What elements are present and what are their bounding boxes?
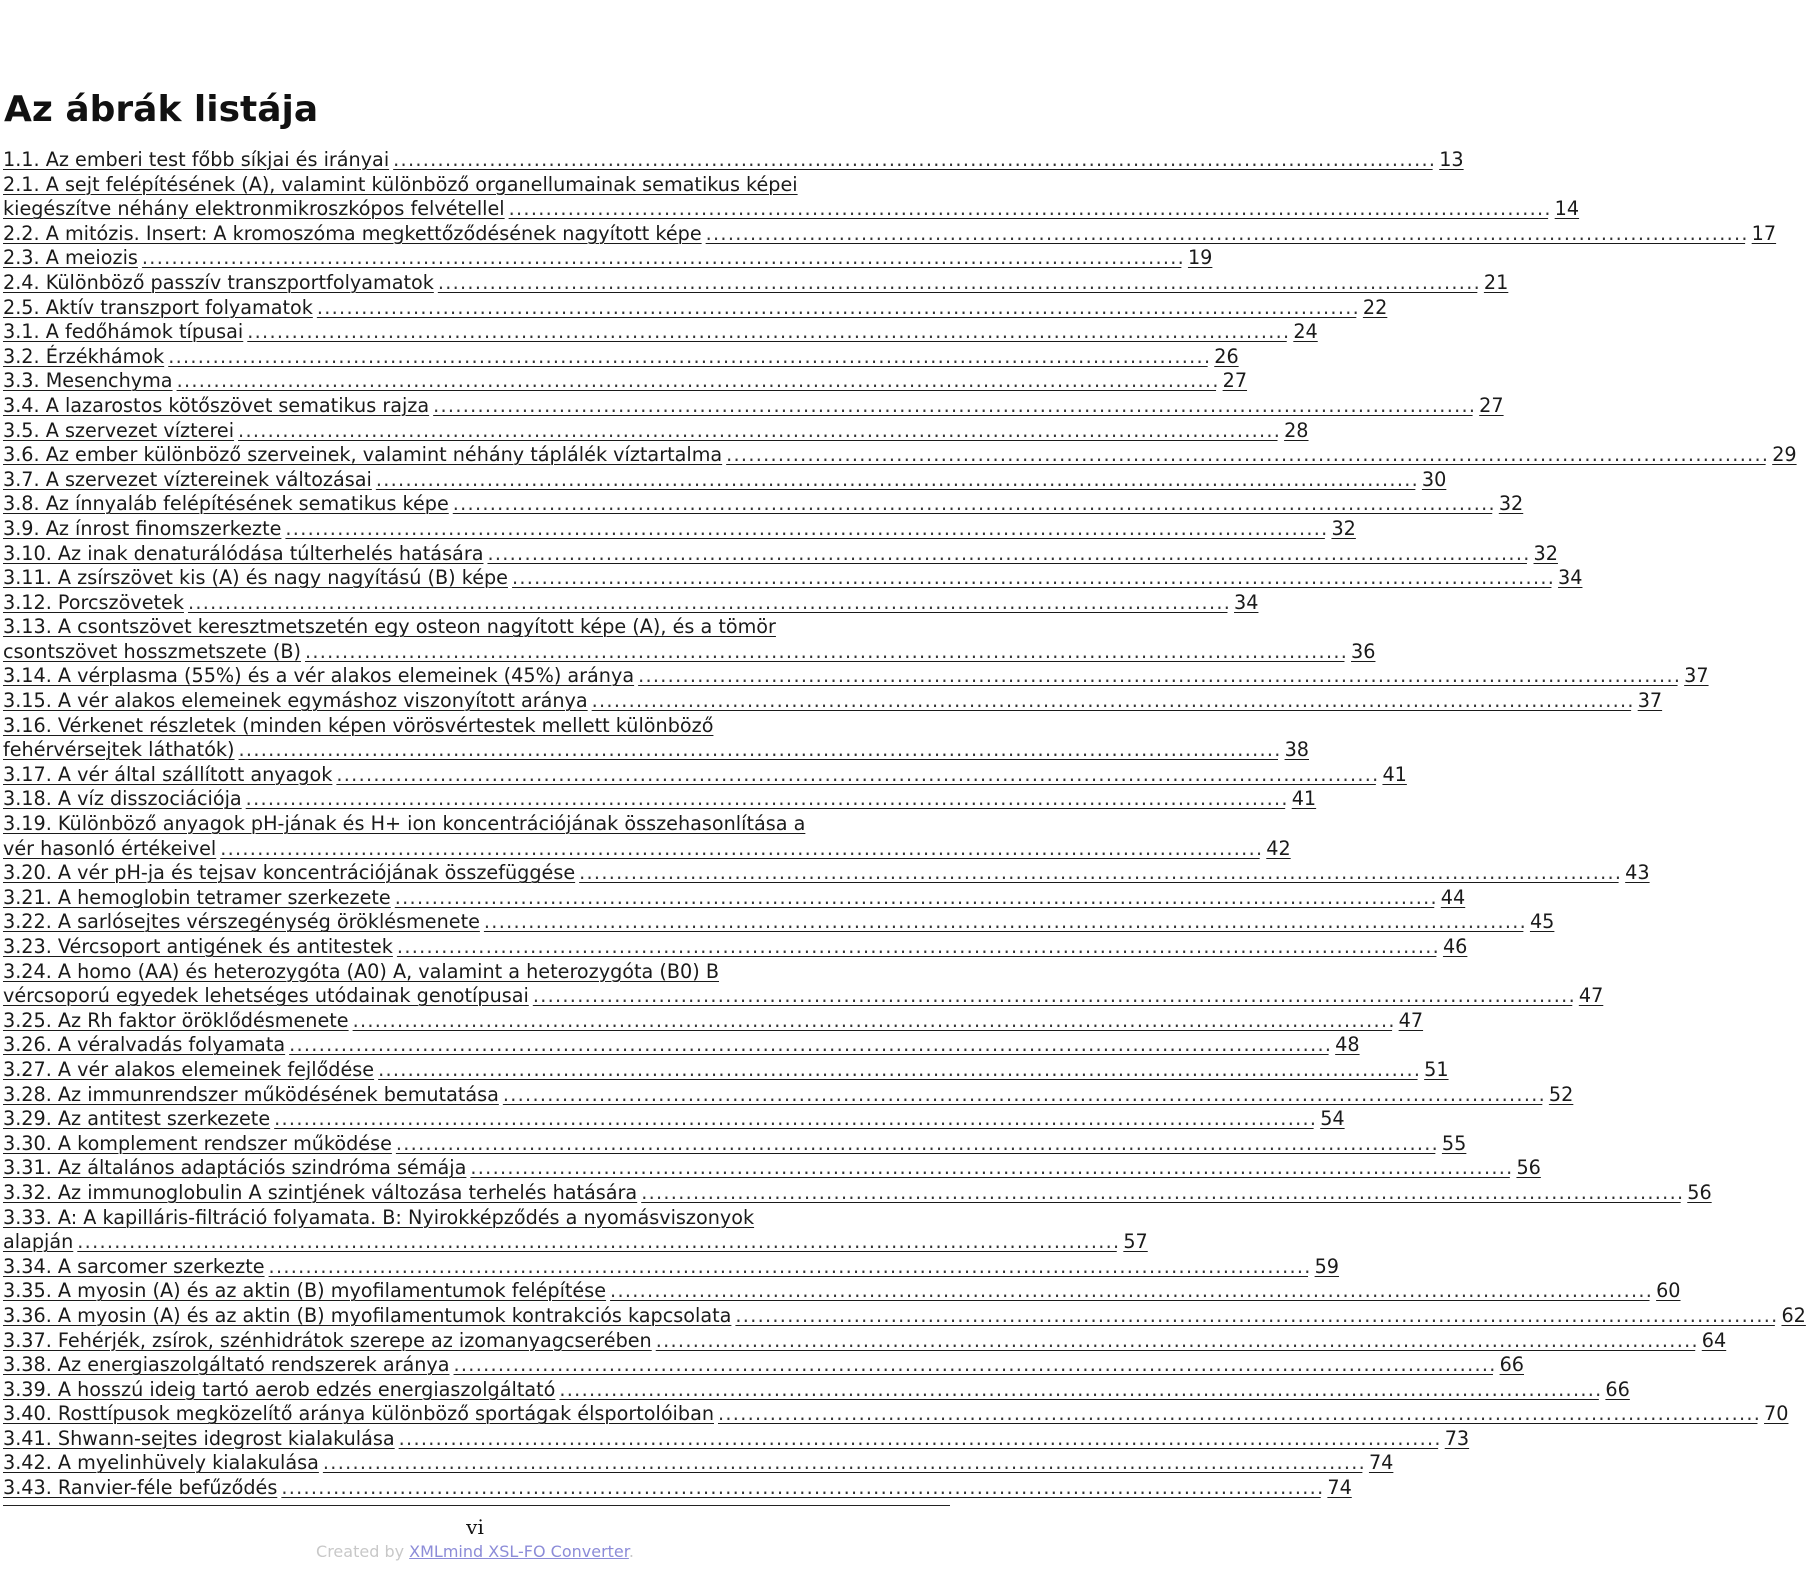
page-title: Az ábrák listája (4, 89, 319, 130)
figure-title: 3.35. A myosin (A) és az aktin (B) myofilamentumok felépítése (3, 1279, 607, 1303)
figure-page-number: 34 (1234, 590, 1259, 614)
figure-page-number: 73 (1444, 1426, 1470, 1450)
figure-entry-row (3, 1254, 1340, 1280)
dot-leader (453, 492, 1492, 517)
figure-entry-row (3, 861, 1650, 886)
dot-leader (735, 1304, 1774, 1329)
footer-rule (3, 1505, 950, 1506)
dot-leader (188, 591, 1227, 616)
dot-leader (397, 935, 1436, 960)
figure-entry-row (3, 320, 1318, 345)
figure-entry-row (3, 1426, 1470, 1452)
figure-entry-row (3, 344, 1239, 370)
figure-title: 3.26. A véralvadás folyamata (3, 1033, 286, 1057)
figure-title: 3.14. A vérplasma (55%) és a vér alakos elemeinek (45%) aránya (3, 664, 635, 688)
dot-leader (610, 1279, 1649, 1304)
figure-entry-row (3, 1230, 1148, 1255)
figure-title: 3.10. Az inak denaturálódása túlterhelés hatására (3, 541, 484, 565)
figure-page-number: 36 (1351, 639, 1376, 663)
figure-title: 3.34. A sarcomer szerkezte (3, 1254, 265, 1278)
figure-title: 2.2. A mitózis. Insert: A kromoszóma megkettőződésének nagyított képe (3, 221, 702, 245)
figure-entry[interactable] (3, 861, 1650, 886)
figure-entry-row (3, 910, 1555, 935)
figure-title: 3.11. A zsírszövet kis (A) és nagy nagyítású (B) képe (3, 566, 508, 590)
dot-leader (220, 837, 1259, 862)
figure-entry[interactable] (3, 1156, 1541, 1181)
figure-title: 3.29. Az antitest szerkezete (3, 1107, 271, 1131)
figure-entry-row (3, 443, 1797, 468)
figure-entry[interactable] (3, 935, 1468, 960)
figure-title-line: 3.13. A csontszövet keresztmetszetén egy osteon nagyított képe (A), és a tömör (3, 615, 776, 639)
figure-page-number: 42 (1266, 836, 1291, 860)
figure-entry-row (3, 270, 1509, 296)
figure-title: kiegészítve néhány elektronmikroszkópos felvétellel (3, 197, 505, 221)
figure-entry-row (3, 1131, 1467, 1157)
dot-leader (274, 1107, 1313, 1132)
figure-entry-row (3, 369, 1248, 394)
figure-page-number: 37 (1684, 664, 1709, 688)
figure-page-number: 66 (1605, 1377, 1630, 1401)
figure-entry-row (3, 1008, 1424, 1034)
figure-entry-row (3, 738, 1309, 763)
figure-entry[interactable] (3, 1254, 1340, 1280)
figure-title-line: 3.16. Vérkenet részletek (minden képen vörösvértestek mellett különböző (3, 713, 714, 737)
dot-leader (396, 1132, 1435, 1157)
figure-title: 3.25. Az Rh faktor öröklődésmenete (3, 1008, 349, 1032)
figure-title: 3.22. A sarlósejtes vérszegénység öröklésmenete (3, 910, 480, 934)
figure-title: 3.27. A vér alakos elemeinek fejlődése (3, 1057, 375, 1081)
figure-title: 3.32. Az immunoglobulin A szintjének változása terhelés hatására (3, 1180, 638, 1204)
figure-page-number: 27 (1222, 369, 1248, 393)
figure-page-number: 43 (1625, 861, 1650, 885)
figure-page-number: 22 (1362, 295, 1388, 319)
figure-page-number: 52 (1548, 1082, 1574, 1106)
figure-page-number: 57 (1123, 1230, 1148, 1254)
dot-leader (77, 1230, 1116, 1255)
figure-entry[interactable] (3, 1402, 1789, 1427)
figure-entry[interactable] (3, 1180, 1712, 1206)
figure-page-number: 74 (1327, 1476, 1352, 1500)
figure-page-number: 38 (1284, 738, 1309, 762)
figure-page-number: 60 (1656, 1279, 1681, 1303)
figure-title: 3.17. A vér által szállított anyagok (3, 762, 333, 786)
dot-leader (142, 246, 1181, 271)
figure-entry[interactable] (3, 566, 1583, 591)
dot-leader (399, 1427, 1438, 1452)
figure-entry-row (3, 467, 1447, 493)
figure-page-number: 51 (1424, 1057, 1449, 1081)
figure-entry[interactable] (3, 1205, 1148, 1255)
figure-title: 2.4. Különböző passzív transzportfolyamatok (3, 270, 434, 294)
dot-leader (512, 566, 1551, 591)
generator-footer (0, 1541, 950, 1563)
figure-entry-row (3, 639, 1376, 665)
figure-entry-row (3, 590, 1259, 616)
dot-leader (579, 861, 1618, 886)
figure-page-number: 47 (1578, 984, 1604, 1008)
figure-page-number: 29 (1772, 443, 1797, 467)
figure-title: csontszövet hosszmetszete (B) (3, 639, 301, 663)
dot-leader (353, 1009, 1392, 1034)
figure-title: 2.3. A meiozis (3, 246, 138, 270)
dot-leader (438, 271, 1477, 296)
figure-page-number: 13 (1439, 148, 1464, 171)
figure-entry-row (3, 984, 1604, 1009)
figure-entry[interactable] (3, 393, 1504, 419)
figure-page-number: 32 (1533, 541, 1558, 565)
figure-entry-row (3, 1476, 1352, 1501)
figure-page-number: 56 (1687, 1180, 1712, 1204)
figure-entry-row (3, 197, 1580, 222)
figure-title: vércsoporú egyedek lehetséges utódainak genotípusai (3, 984, 529, 1008)
figure-entry-row (3, 418, 1309, 444)
figure-page-number: 70 (1764, 1402, 1789, 1426)
figure-entry[interactable] (3, 1353, 1524, 1378)
figure-entry[interactable] (3, 516, 1356, 542)
figure-title: 3.21. A hemoglobin tetramer szerkezete (3, 885, 391, 909)
figure-entry[interactable] (3, 787, 1317, 812)
figure-entry[interactable] (3, 1107, 1345, 1132)
figure-page-number: 21 (1483, 270, 1509, 294)
dot-leader (656, 1329, 1695, 1354)
figure-title: 3.28. Az immunrendszer működésének bemutatása (3, 1082, 499, 1106)
figure-title: 3.23. Vércsoport antigének és antitestek (3, 935, 393, 958)
figure-entry[interactable] (3, 443, 1797, 468)
figure-title: 3.37. Fehérjék, zsírok, szénhidrátok szerepe az izomanyagcserében (3, 1328, 652, 1352)
figure-entry-row (3, 836, 1291, 862)
dot-leader (454, 1353, 1493, 1378)
figure-title: 3.36. A myosin (A) és az aktin (B) myofilamentumok kontrakciós kapcsolata (3, 1303, 732, 1327)
figure-entry-row (3, 689, 1663, 714)
footer-suffix: . (628, 1542, 634, 1561)
figure-entry-row (3, 566, 1583, 591)
figure-page-number: 34 (1558, 566, 1583, 590)
figure-page-number: 55 (1441, 1131, 1467, 1155)
figure-entry-row (3, 516, 1356, 542)
figure-entry[interactable] (3, 762, 1407, 788)
figure-entry[interactable] (3, 1451, 1394, 1476)
dot-leader (641, 1181, 1680, 1206)
figure-title: 3.20. A vér pH-ja és tejsav koncentrációjának összefüggése (3, 861, 576, 885)
figure-title: vér hasonló értékeivel (3, 836, 217, 860)
figure-title: alapján (3, 1230, 74, 1254)
figure-entry[interactable] (3, 885, 1466, 911)
dot-leader (393, 148, 1432, 173)
figure-title: 3.18. A víz disszociációja (3, 787, 242, 811)
figure-title: 3.31. Az általános adaptációs szindróma sémája (3, 1156, 467, 1180)
figure-page-number: 45 (1529, 910, 1555, 934)
figure-title: 3.41. Shwann-sejtes idegrost kialakulása (3, 1426, 395, 1450)
dot-leader (281, 1476, 1320, 1501)
figure-entry-row (3, 295, 1388, 321)
figure-page-number: 19 (1187, 246, 1213, 270)
figure-page-number: 14 (1554, 197, 1580, 221)
figure-entry-row (3, 1156, 1541, 1181)
figure-entry[interactable] (3, 1131, 1467, 1157)
figure-entry-row (3, 1107, 1345, 1132)
dot-leader (269, 1255, 1308, 1280)
figure-page-number: 54 (1320, 1107, 1345, 1131)
figure-title-line: 2.1. A sejt felépítésének (A), valamint különböző organellumainak sematikus képei (3, 172, 798, 196)
dot-leader (323, 1451, 1362, 1476)
figure-entry[interactable] (3, 713, 1309, 763)
figure-page-number: 32 (1331, 516, 1356, 540)
dot-leader (706, 222, 1745, 247)
figure-entry[interactable] (3, 270, 1509, 296)
figure-entry-row (3, 1451, 1394, 1476)
figure-title-line: 3.33. A: A kapilláris-filtráció folyamata. B: Nyirokképződés a nyomásviszonyok (3, 1205, 755, 1229)
figure-entry[interactable] (3, 492, 1524, 517)
converter-link[interactable]: XMLmind XSL-FO Converter (409, 1542, 629, 1561)
figure-entry[interactable] (3, 1303, 1806, 1329)
figure-entry-row (3, 1279, 1681, 1304)
figure-entry[interactable] (3, 1426, 1470, 1452)
figure-entry[interactable] (3, 541, 1558, 567)
figure-title: 3.38. Az energiaszolgáltató rendszerek aránya (3, 1353, 450, 1377)
dot-leader (285, 517, 1324, 542)
dot-leader (247, 320, 1286, 345)
figure-entry[interactable] (3, 959, 1604, 1009)
figure-page-number: 62 (1781, 1303, 1806, 1327)
figure-entry[interactable] (3, 246, 1213, 271)
figure-title: 3.1. A fedőhámok típusai (3, 320, 244, 344)
dot-leader (317, 296, 1356, 321)
figure-title: 3.4. A lazarostos kötőszövet sematikus rajza (3, 393, 430, 417)
figure-page-number: 41 (1291, 787, 1317, 811)
dot-leader (718, 1402, 1757, 1427)
figure-title: 3.40. Rosttípusok megközelítő aránya különböző sportágak élsportolóiban (3, 1402, 714, 1426)
figure-entry[interactable] (3, 1377, 1630, 1403)
figure-title: 3.30. A komplement rendszer működése (3, 1131, 392, 1155)
figure-title: 3.12. Porcszövetek (3, 590, 184, 614)
figure-entry[interactable] (3, 1328, 1727, 1354)
figure-entry[interactable] (3, 1476, 1352, 1501)
figure-page-number: 30 (1421, 467, 1447, 491)
figure-entry[interactable] (3, 221, 1777, 247)
page-folio: vi (466, 1515, 484, 1539)
dot-leader (638, 664, 1677, 689)
figure-entry-row (3, 1328, 1727, 1354)
figure-page-number: 24 (1293, 320, 1318, 344)
figure-entry[interactable] (3, 1082, 1574, 1108)
figure-title: 2.5. Aktív transzport folyamatok (3, 295, 313, 319)
figure-title: 3.8. Az ínnyaláb felépítésének sematikus képe (3, 492, 449, 516)
dot-leader (177, 369, 1216, 394)
dot-leader (592, 689, 1631, 714)
dot-leader (246, 787, 1285, 812)
figure-page-number: 37 (1637, 689, 1663, 713)
figure-title: 3.43. Ranvier-féle befűződés (3, 1476, 278, 1500)
figure-entry[interactable] (3, 1279, 1681, 1304)
figure-entry[interactable] (3, 1008, 1424, 1034)
figure-title: 3.5. A szervezet vízterei (3, 418, 235, 442)
dot-leader (470, 1156, 1509, 1181)
figure-entry[interactable] (3, 295, 1388, 321)
footer-prefix: Created by (316, 1542, 410, 1561)
figure-entry[interactable] (3, 467, 1447, 493)
figure-page-number: 28 (1284, 418, 1309, 442)
figure-page-number: 17 (1751, 221, 1777, 245)
figure-entry[interactable] (3, 590, 1259, 616)
list-of-figures (3, 148, 1806, 1501)
dot-leader (238, 419, 1277, 444)
figure-entry-row (3, 1377, 1630, 1403)
dot-leader (433, 394, 1472, 419)
figure-entry-row (3, 1082, 1574, 1108)
figure-entry-row (3, 221, 1777, 247)
figure-entry-row (3, 148, 1464, 173)
dot-leader (376, 468, 1415, 493)
figure-entry[interactable] (3, 344, 1239, 370)
figure-entry-row (3, 1033, 1360, 1058)
dot-leader (336, 763, 1375, 788)
figure-entry[interactable] (3, 418, 1309, 444)
figure-entry-row (3, 246, 1213, 271)
figure-entry[interactable] (3, 689, 1663, 714)
dot-leader (509, 197, 1548, 222)
figure-entry-row (3, 885, 1466, 911)
figure-entry-row (3, 1402, 1789, 1427)
figure-entry-row (3, 1303, 1806, 1329)
figure-page-number: 64 (1701, 1328, 1727, 1352)
dot-leader (533, 984, 1572, 1009)
dot-leader (503, 1083, 1542, 1108)
figure-page-number: 48 (1335, 1033, 1360, 1057)
figure-entry-row (3, 1180, 1712, 1206)
figure-title-line: 3.24. A homo (AA) és heterozygóta (A0) A, valamint a heterozygóta (B0) B (3, 959, 719, 983)
figure-page-number: 26 (1214, 344, 1239, 368)
figure-entry[interactable] (3, 369, 1248, 394)
figure-title: 3.3. Mesenchyma (3, 369, 173, 393)
figure-title: 3.7. A szervezet víztereinek változásai (3, 467, 372, 491)
figure-entry-row (3, 1353, 1524, 1378)
figure-entry[interactable] (3, 148, 1464, 173)
figure-page-number: 44 (1440, 885, 1466, 909)
dot-leader (559, 1378, 1598, 1403)
figure-entry[interactable] (3, 1033, 1360, 1058)
dot-leader (168, 345, 1207, 370)
figure-entry-row (3, 541, 1558, 567)
figure-title: 3.6. Az ember különböző szerveinek, valamint néhány táplálék víztartalma (3, 443, 723, 467)
figure-entry-row (3, 1057, 1449, 1083)
dot-leader (484, 910, 1523, 935)
figure-title: 3.15. A vér alakos elemeinek egymáshoz viszonyított aránya (3, 689, 588, 713)
figure-entry-row (3, 762, 1407, 788)
figure-title-line: 3.19. Különböző anyagok pH-jának és H+ ion koncentrációjának összehasonlítása a (3, 812, 806, 836)
dot-leader (487, 542, 1526, 567)
figure-page-number: 74 (1368, 1451, 1394, 1475)
figure-entry[interactable] (3, 172, 1580, 222)
figure-page-number: 59 (1314, 1254, 1340, 1278)
dot-leader (378, 1058, 1417, 1083)
dot-leader (305, 640, 1344, 665)
figure-entry-row (3, 787, 1317, 812)
figure-title: 3.9. Az ínrost finomszerkezte (3, 516, 282, 540)
dot-leader (726, 443, 1765, 468)
figure-entry[interactable] (3, 615, 1376, 664)
figure-title: fehérvérsejtek láthatók) (3, 738, 235, 762)
figure-page-number: 41 (1382, 762, 1407, 786)
figure-entry[interactable] (3, 910, 1555, 935)
figure-title: 3.39. A hosszú ideig tartó aerob edzés energiaszolgáltató (3, 1377, 556, 1401)
dot-leader (239, 738, 1278, 763)
figure-page-number: 56 (1516, 1156, 1541, 1180)
figure-entry[interactable] (3, 1057, 1449, 1083)
figure-entry-row (3, 935, 1468, 960)
figure-entry-row (3, 664, 1709, 689)
figure-entry[interactable] (3, 812, 1291, 861)
figure-entry-row (3, 492, 1524, 517)
figure-title: 3.2. Érzékhámok (3, 344, 165, 368)
figure-entry-row (3, 393, 1504, 419)
figure-entry[interactable] (3, 664, 1709, 689)
figure-page-number: 47 (1398, 1008, 1424, 1032)
figure-page-number: 27 (1479, 393, 1504, 417)
dot-leader (395, 886, 1434, 911)
figure-page-number: 46 (1442, 935, 1468, 958)
figure-entry[interactable] (3, 320, 1318, 345)
figure-title: 1.1. Az emberi test főbb síkjai és irányai (3, 148, 390, 171)
dot-leader (289, 1033, 1328, 1058)
figure-page-number: 66 (1499, 1353, 1524, 1377)
figure-title: 3.42. A myelinhüvely kialakulása (3, 1451, 319, 1475)
figure-page-number: 32 (1498, 492, 1524, 516)
